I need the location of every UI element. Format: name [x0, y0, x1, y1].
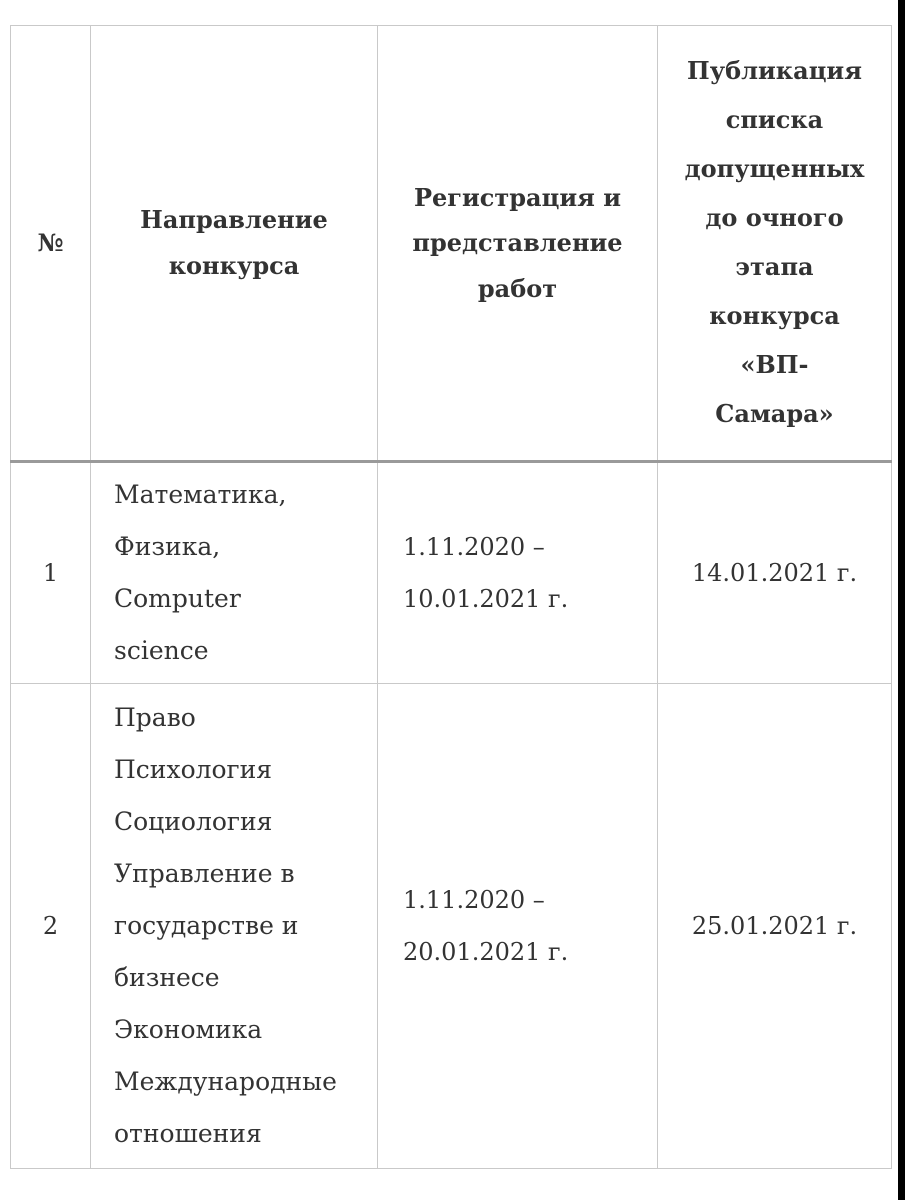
row-publication-date: 25.01.2021 г. — [658, 684, 892, 1169]
header-number: № — [11, 26, 91, 462]
table-header-row — [11, 26, 892, 462]
header-registration: Регистрация и представление работ — [378, 26, 658, 462]
row-registration-period: 1.11.2020 – 20.01.2021 г. — [378, 684, 658, 1169]
row-direction: Математика, Физика, Computer science — [91, 462, 378, 684]
row-publication-date: 14.01.2021 г. — [658, 462, 892, 684]
page-edge-bar — [898, 0, 905, 1200]
row-registration-period: 1.11.2020 – 10.01.2021 г. — [378, 462, 658, 684]
row-direction: Право Психология Социология Управление в государстве и бизнесе Экономика Международные отношения — [91, 684, 378, 1169]
row-number: 1 — [11, 462, 91, 684]
table-row — [11, 462, 892, 684]
header-direction: Направление конкурса — [91, 26, 378, 462]
row-number: 2 — [11, 684, 91, 1169]
header-publication: Публикация списка допущенных до очного этапа конкурса «ВП- Самара» — [658, 26, 892, 462]
competition-schedule-table — [10, 25, 892, 1169]
table-row — [11, 684, 892, 1169]
